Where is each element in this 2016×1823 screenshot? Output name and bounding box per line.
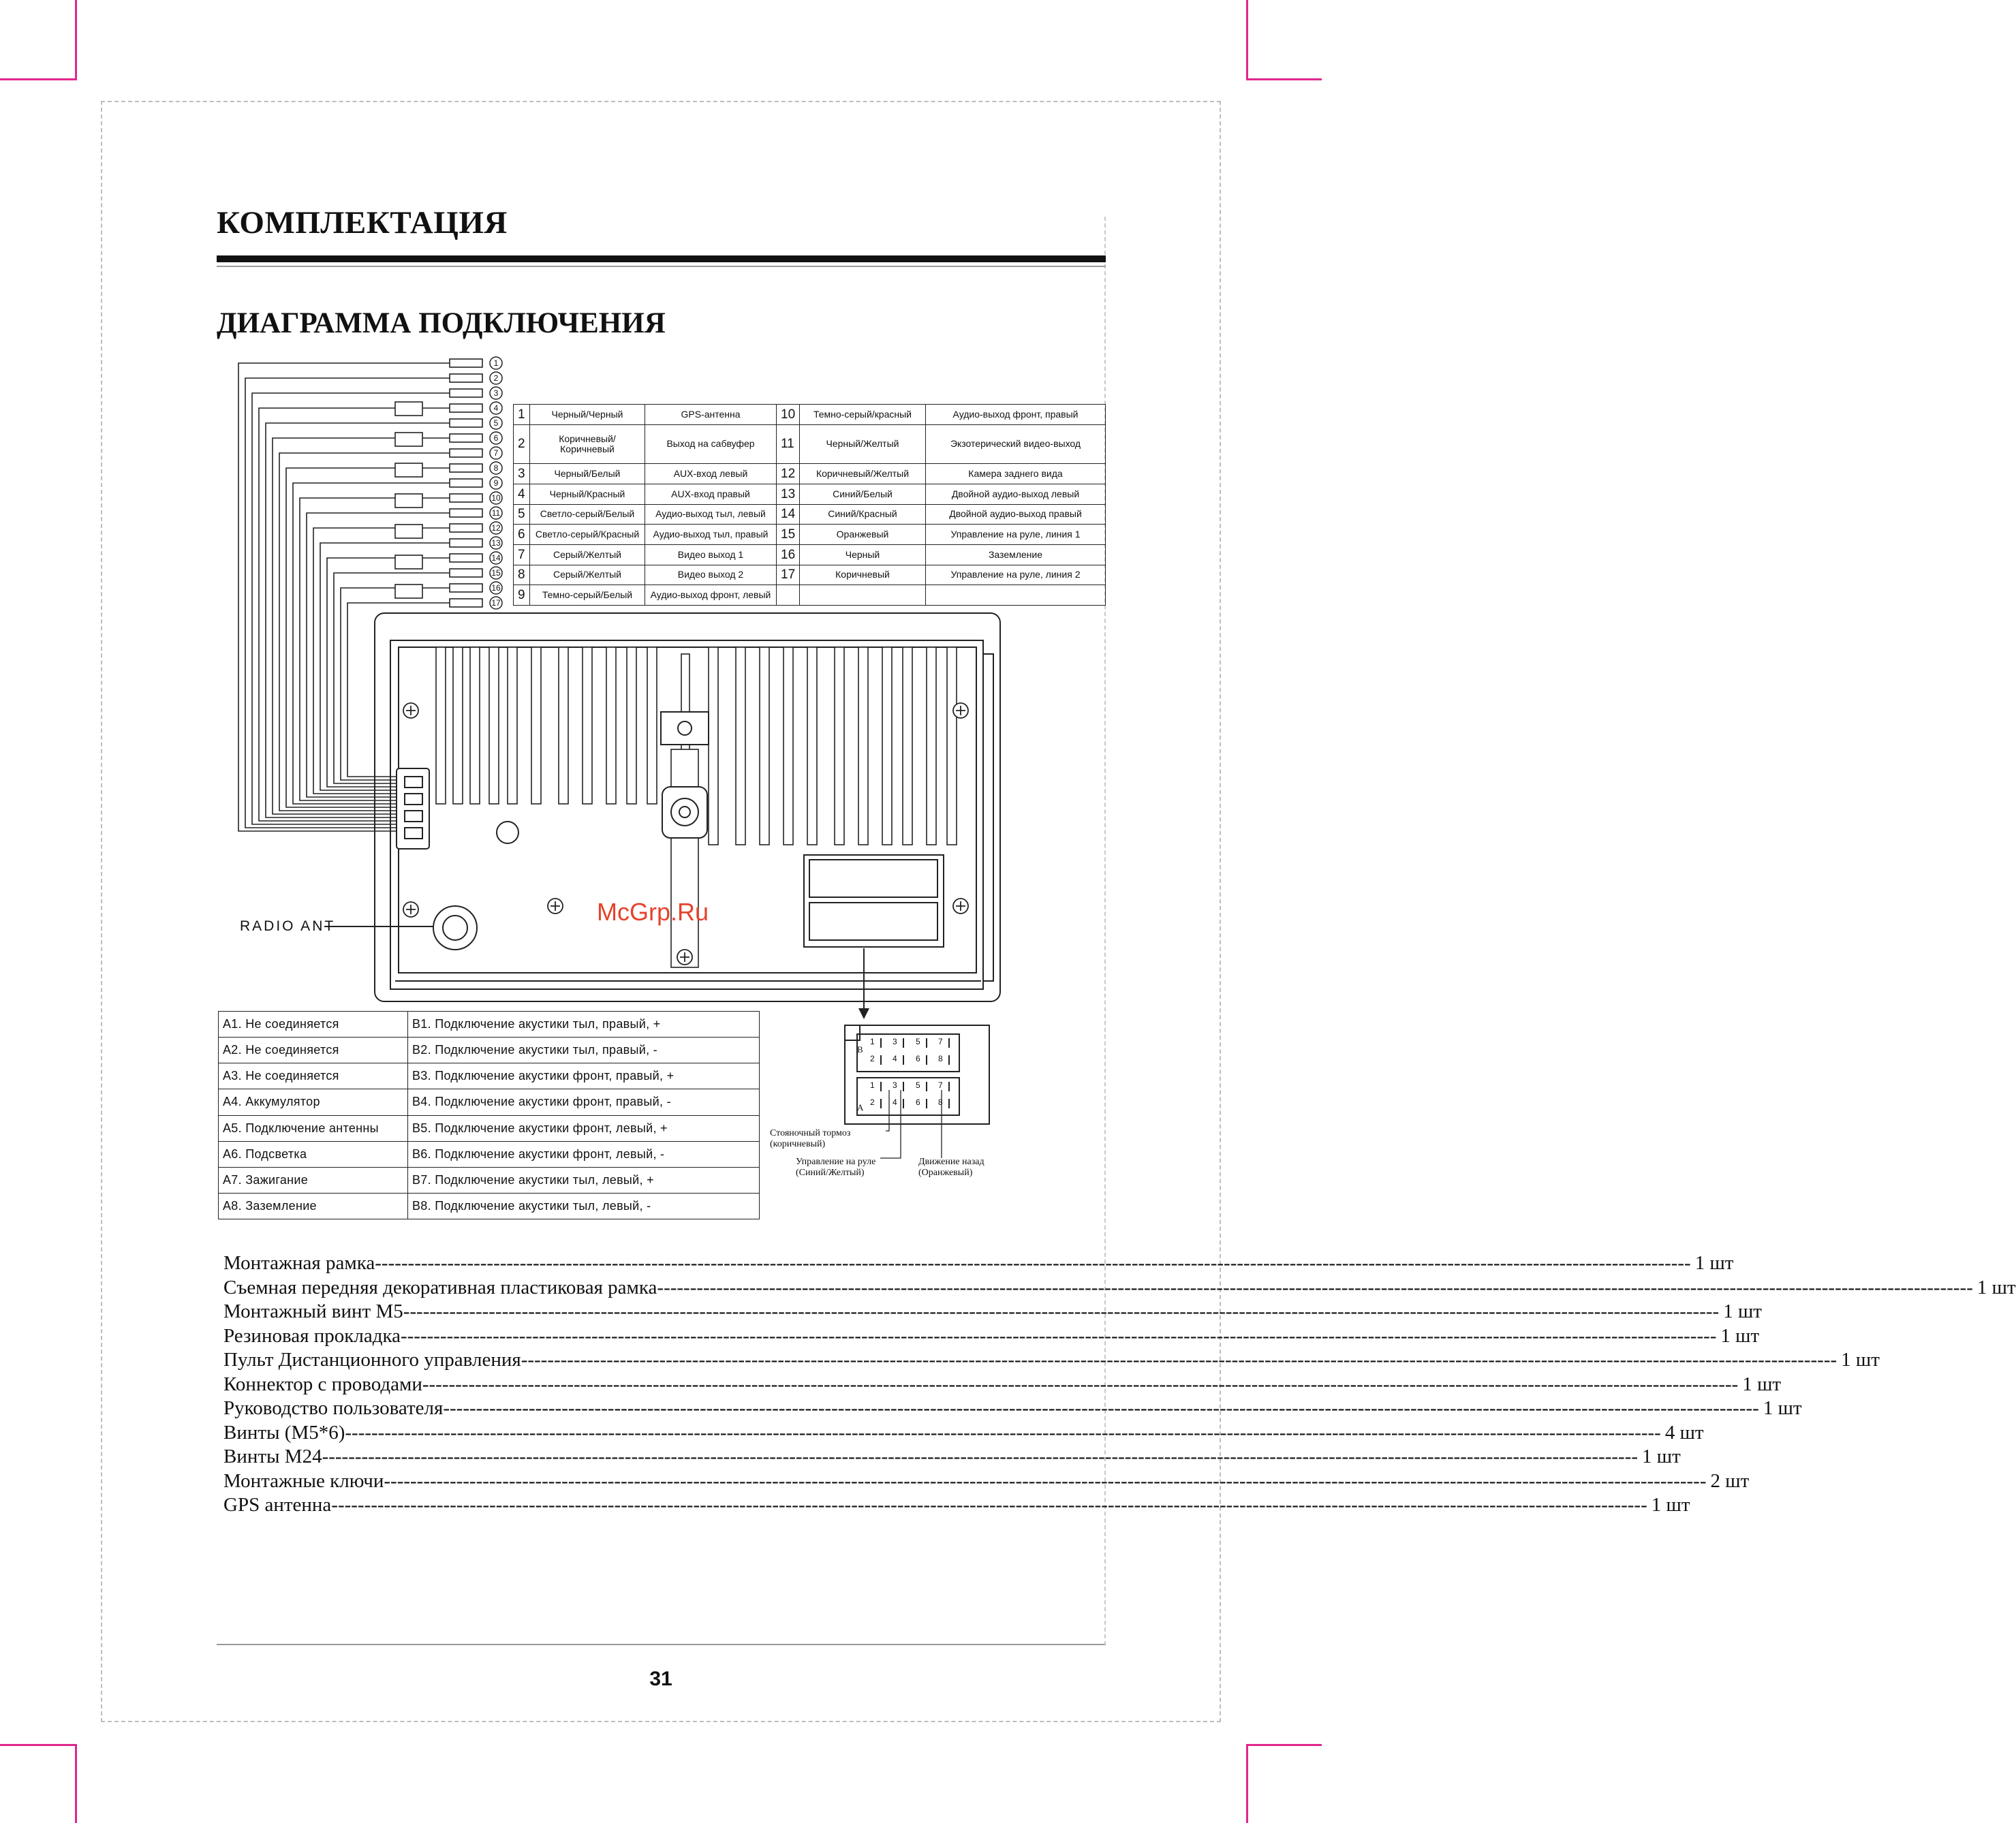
wire-color: Коричневый (800, 565, 926, 585)
heat-sink-fin (784, 647, 793, 845)
pin-b-cell: B3. Подключение акустики фронт, правый, + (408, 1063, 760, 1089)
wire-function: Выход на сабвуфер (645, 424, 777, 464)
wire-function (926, 585, 1106, 606)
heat-sink-fin (436, 647, 446, 804)
pin-row (219, 1038, 760, 1063)
pin-a-cell: A2. Не соединяется (219, 1038, 408, 1063)
contents-item (223, 1349, 1880, 1373)
pin-b-cell: B1. Подключение акустики тыл, правый, + (408, 1012, 760, 1038)
contents-item-name: Монтажный винт М5 (223, 1300, 403, 1322)
plug-body (395, 555, 422, 569)
plug-body (395, 525, 422, 538)
pin-row (219, 1167, 760, 1193)
plug-body (395, 433, 422, 446)
pin-row (219, 1089, 760, 1115)
radio-ant-label: RADIO ANT (240, 918, 336, 934)
contents-item-name: Винты (М5*6) (223, 1421, 345, 1444)
iso-pin-number: 3 (893, 1037, 897, 1046)
wire-number: 6 (514, 525, 530, 545)
rca-plug (450, 584, 482, 592)
iso-pin-number: 7 (938, 1080, 943, 1090)
heat-sink-fin (470, 647, 480, 804)
wiring-row (514, 565, 1106, 585)
wire-number (777, 585, 800, 606)
wire-color: Черный/Белый (530, 464, 645, 484)
contents-item (223, 1252, 1734, 1277)
pin-row (219, 1193, 760, 1219)
contents-item-qty: 1 шт (1642, 1446, 1681, 1467)
wire-function: Видео выход 2 (645, 565, 777, 585)
connector-number: 3 (493, 388, 499, 398)
contents-item-qty: 1 шт (1976, 1276, 2016, 1298)
pin-b-cell: B6. Подключение акустики фронт, левый, - (408, 1141, 760, 1167)
contents-item (223, 1397, 1802, 1422)
wiring-row (514, 405, 1106, 425)
parking-brake-label: Стояночный тормоз (коричневый) (770, 1128, 851, 1149)
iso-block-a-label: A (857, 1102, 864, 1112)
page-title: КОМПЛЕКТАЦИЯ (217, 205, 508, 240)
wire-function: Управление на руле, линия 1 (926, 525, 1106, 545)
contents-leader-dashes: -------------------------------------------------------------------------------------------------------------------------------------------------------------------------------------------------------- (422, 1373, 1739, 1395)
connector-number: 17 (491, 598, 501, 608)
contents-item-name: Съемная передняя декоративная пластиковая рамка (223, 1276, 657, 1298)
iso-pin-number: 1 (870, 1080, 875, 1090)
pin-a-cell: A5. Подключение антенны (219, 1115, 408, 1141)
wire-function: Двойной аудио-выход правый (926, 504, 1106, 525)
iso-block-b-label: B (857, 1044, 863, 1055)
heat-sink-fin (627, 647, 636, 804)
wire-function: Камера заднего вида (926, 464, 1106, 484)
connector-number: 14 (491, 553, 501, 563)
connector-number: 8 (493, 463, 499, 473)
iso-pin-number: 2 (870, 1054, 875, 1063)
contents-item-name: Коннектор с проводами (223, 1373, 422, 1395)
wire-color (800, 585, 926, 606)
heat-sink-fin (903, 647, 912, 845)
contents-item (223, 1324, 1760, 1350)
rca-plug (450, 359, 482, 367)
wire-color: Серый/Желтый (530, 544, 645, 565)
wire-number: 15 (777, 525, 800, 545)
connector-number: 1 (493, 358, 499, 368)
connector-number: 12 (491, 523, 501, 533)
wire-color: Серый/Желтый (530, 565, 645, 585)
wire-function: Аудио-выход фронт, левый (645, 585, 777, 606)
wire-color: Коричневый/Коричневый (530, 424, 645, 464)
heat-sink-fin (858, 647, 868, 845)
pin-row (219, 1063, 760, 1089)
wire-function: Аудио-выход тыл, левый (645, 504, 777, 525)
plug-body (395, 463, 422, 477)
harness-wire (286, 468, 477, 807)
wire-color: Черный/Желтый (800, 424, 926, 464)
plug-body (395, 585, 422, 598)
wiring-row (514, 544, 1106, 565)
rca-plug (450, 569, 482, 577)
rca-plug (450, 449, 482, 457)
iso-pin-number: 8 (938, 1054, 943, 1063)
section-title: ДИАГРАММА ПОДКЛЮЧЕНИЯ (217, 307, 666, 339)
contents-leader-dashes: -------------------------------------------------------------------------------------------------------------------------------------------------------------------------------------------------------- (390, 1469, 1707, 1492)
wire-function: AUX-вход правый (645, 484, 777, 504)
rca-plug (450, 599, 482, 607)
wire-function: Экзотерический видео-выход (926, 424, 1106, 464)
contents-leader-dashes: -------------------------------------------------------------------------------------------------------------------------------------------------------------------------------------------------------- (657, 1276, 1973, 1298)
heat-sink-fin (508, 647, 517, 804)
wire-color: Черный/Черный (530, 405, 645, 425)
wire-number: 14 (777, 504, 800, 525)
contents-item (223, 1300, 1762, 1325)
heat-sink-fin (927, 647, 936, 845)
rca-plug (450, 479, 482, 487)
contents-item (223, 1373, 1782, 1398)
contents-item-qty: 1 шт (1763, 1397, 1802, 1419)
contents-leader-dashes: -------------------------------------------------------------------------------------------------------------------------------------------------------------------------------------------------------- (331, 1494, 1647, 1516)
heat-sink-fin (947, 647, 957, 845)
wire-function: Управление на руле, линия 2 (926, 565, 1106, 585)
wire-color: Черный (800, 544, 926, 565)
pin-a-cell: A4. Аккумулятор (219, 1089, 408, 1115)
iso-pin-number: 6 (916, 1054, 920, 1063)
contents-item-name: Резиновая прокладка (223, 1324, 401, 1347)
heat-sink-fin (559, 647, 568, 804)
contents-item-qty: 1 шт (1651, 1494, 1690, 1516)
iso-pin-number: 5 (916, 1080, 920, 1090)
heat-sink-fin (453, 647, 463, 804)
plug-body (395, 494, 422, 508)
wiring-row (514, 525, 1106, 545)
pin-a-cell: A6. Подсветка (219, 1141, 408, 1167)
rca-plug (450, 509, 482, 517)
wire-color: Черный/Красный (530, 484, 645, 504)
heat-sink-fin (583, 647, 592, 804)
wire-function: Аудио-выход фронт, правый (926, 405, 1106, 425)
rca-plug (450, 374, 482, 382)
rca-plug (450, 419, 482, 427)
rca-plug (450, 434, 482, 442)
wire-color: Коричневый/Желтый (800, 464, 926, 484)
pin-row (219, 1115, 760, 1141)
rca-plug (450, 554, 482, 562)
wire-color: Синий/Красный (800, 504, 926, 525)
wire-color: Светло-серый/Белый (530, 504, 645, 525)
heat-sink-fin (807, 647, 817, 845)
contents-item-qty: 1 шт (1841, 1349, 1880, 1371)
iso-pin-number: 5 (916, 1037, 920, 1046)
heat-sink-fin (736, 647, 745, 845)
contents-item-name: Монтажные ключи- (223, 1469, 391, 1492)
iso-pin-number: 1 (870, 1037, 875, 1046)
contents-item (223, 1469, 1750, 1495)
contents-leader-dashes: -------------------------------------------------------------------------------------------------------------------------------------------------------------------------------------------------------- (521, 1349, 1837, 1371)
pin-b-cell: B2. Подключение акустики тыл, правый, - (408, 1038, 760, 1063)
contents-item-name: Винты М24 (223, 1446, 322, 1467)
center-rib (671, 749, 698, 967)
wire-color: Оранжевый (800, 525, 926, 545)
contents-item-qty: 4 шт (1664, 1421, 1704, 1444)
rca-plug (450, 464, 482, 472)
heat-sink-fin (647, 647, 657, 804)
wire-number: 12 (777, 464, 800, 484)
rca-plug (450, 404, 482, 412)
wire-color: Темно-серый/красный (800, 405, 926, 425)
wire-number: 16 (777, 544, 800, 565)
watermark: McGrp.Ru (597, 898, 709, 926)
heat-sink-fin (489, 647, 499, 804)
contents-leader-dashes: -------------------------------------------------------------------------------------------------------------------------------------------------------------------------------------------------------- (345, 1421, 1661, 1444)
pin-b-cell: B5. Подключение акустики фронт, левый, + (408, 1115, 760, 1141)
iso-pin-number: 2 (870, 1097, 875, 1107)
contents-item-qty: 1 шт (1694, 1252, 1734, 1274)
contents-item-name: Монтажная рамка (223, 1252, 375, 1274)
wire-function: Видео выход 1 (645, 544, 777, 565)
connector-number: 5 (493, 418, 499, 428)
pin-row (219, 1012, 760, 1038)
contents-leader-dashes: -------------------------------------------------------------------------------------------------------------------------------------------------------------------------------------------------------- (400, 1324, 1717, 1347)
contents-item-qty: 1 шт (1723, 1300, 1762, 1322)
contents-item (223, 1446, 1681, 1470)
wire-number: 2 (514, 424, 530, 464)
pin-a-cell: A3. Не соединяется (219, 1063, 408, 1089)
connector-number: 13 (491, 538, 501, 548)
wire-color: Темно-серый/Белый (530, 585, 645, 606)
heat-sink-fin (531, 647, 541, 804)
contents-item-name: GPS антенна (223, 1494, 332, 1516)
wire-function: Аудио-выход тыл, правый (645, 525, 777, 545)
wiring-row (514, 424, 1106, 464)
heat-sink-fin (760, 647, 769, 845)
wiring-color-table (513, 404, 1106, 606)
wire-function: AUX-вход левый (645, 464, 777, 484)
wiring-row (514, 484, 1106, 504)
plug-body (395, 402, 422, 416)
heat-sink-fin (709, 647, 718, 845)
connector-number: 9 (493, 478, 499, 488)
connector-number: 11 (491, 508, 501, 518)
pin-a-cell: A8. Заземление (219, 1193, 408, 1219)
pin-b-cell: B4. Подключение акустики фронт, правый, - (408, 1089, 760, 1115)
page-number: 31 (649, 1668, 672, 1690)
wiring-row (514, 585, 1106, 606)
wire-number: 10 (777, 405, 800, 425)
contents-leader-dashes: -------------------------------------------------------------------------------------------------------------------------------------------------------------------------------------------------------- (375, 1252, 1691, 1274)
wire-number: 9 (514, 585, 530, 606)
wire-number: 11 (777, 424, 800, 464)
heat-sink-fin (835, 647, 844, 845)
steering-control-label: Управление на руле (Синий/Желтый) (796, 1157, 876, 1178)
iso-pin-number: 3 (893, 1080, 897, 1090)
wire-number: 13 (777, 484, 800, 504)
rca-plug (450, 494, 482, 502)
connector-number: 7 (493, 448, 499, 458)
iso-pin-number: 4 (893, 1054, 897, 1063)
wire-function: GPS-антенна (645, 405, 777, 425)
contents-leader-dashes: -------------------------------------------------------------------------------------------------------------------------------------------------------------------------------------------------------- (322, 1446, 1639, 1467)
wire-number: 8 (514, 565, 530, 585)
wiring-row (514, 504, 1106, 525)
contents-item-name: Руководство пользователя (223, 1397, 444, 1419)
iso-pin-number: 8 (938, 1097, 943, 1107)
connector-number: 2 (493, 373, 499, 383)
contents-item-qty: 2 шт (1710, 1469, 1750, 1492)
package-contents-list (223, 1252, 2016, 1518)
wire-function: Заземление (926, 544, 1106, 565)
wire-number: 4 (514, 484, 530, 504)
heat-sink-fin (882, 647, 892, 845)
pin-b-cell: B7. Подключение акустики тыл, левый, + (408, 1167, 760, 1193)
contents-item (223, 1494, 1690, 1518)
wiring-row (514, 464, 1106, 484)
wire-number: 7 (514, 544, 530, 565)
reverse-label: Движение назад (Оранжевый) (918, 1157, 984, 1178)
wire-color: Синий/Белый (800, 484, 926, 504)
wire-function: Двойной аудио-выход левый (926, 484, 1106, 504)
pin-b-cell: B8. Подключение акустики тыл, левый, - (408, 1193, 760, 1219)
contents-item-qty: 1 шт (1742, 1373, 1782, 1395)
contents-item (223, 1276, 2016, 1301)
contents-item (223, 1421, 1704, 1446)
heat-sink-fin (606, 647, 616, 804)
connector-number: 15 (491, 568, 501, 578)
connector-number: 4 (493, 403, 499, 413)
rca-plug (450, 524, 482, 532)
connector-number: 6 (493, 433, 499, 443)
wire-color: Светло-серый/Красный (530, 525, 645, 545)
pin-a-cell: A1. Не соединяется (219, 1012, 408, 1038)
wire-number: 17 (777, 565, 800, 585)
connector-number: 10 (491, 493, 501, 503)
iso-pin-number: 6 (916, 1097, 920, 1107)
contents-leader-dashes: -------------------------------------------------------------------------------------------------------------------------------------------------------------------------------------------------------- (443, 1397, 1759, 1419)
iso-pin-table (218, 1011, 760, 1219)
iso-pin-number: 4 (893, 1097, 897, 1107)
wire-number: 1 (514, 405, 530, 425)
wire-number: 5 (514, 504, 530, 525)
contents-item-qty: 1 шт (1720, 1324, 1760, 1347)
rca-plug (450, 389, 482, 397)
harness-wire (279, 453, 477, 811)
contents-leader-dashes: -------------------------------------------------------------------------------------------------------------------------------------------------------------------------------------------------------- (403, 1300, 1720, 1322)
pin-a-cell: A7. Зажигание (219, 1167, 408, 1193)
pin-row (219, 1141, 760, 1167)
wire-number: 3 (514, 464, 530, 484)
connector-number: 16 (491, 583, 501, 593)
rca-plug (450, 539, 482, 547)
contents-item-name: Пульт Дистанционного управления (223, 1349, 521, 1371)
iso-pin-number: 7 (938, 1037, 943, 1046)
